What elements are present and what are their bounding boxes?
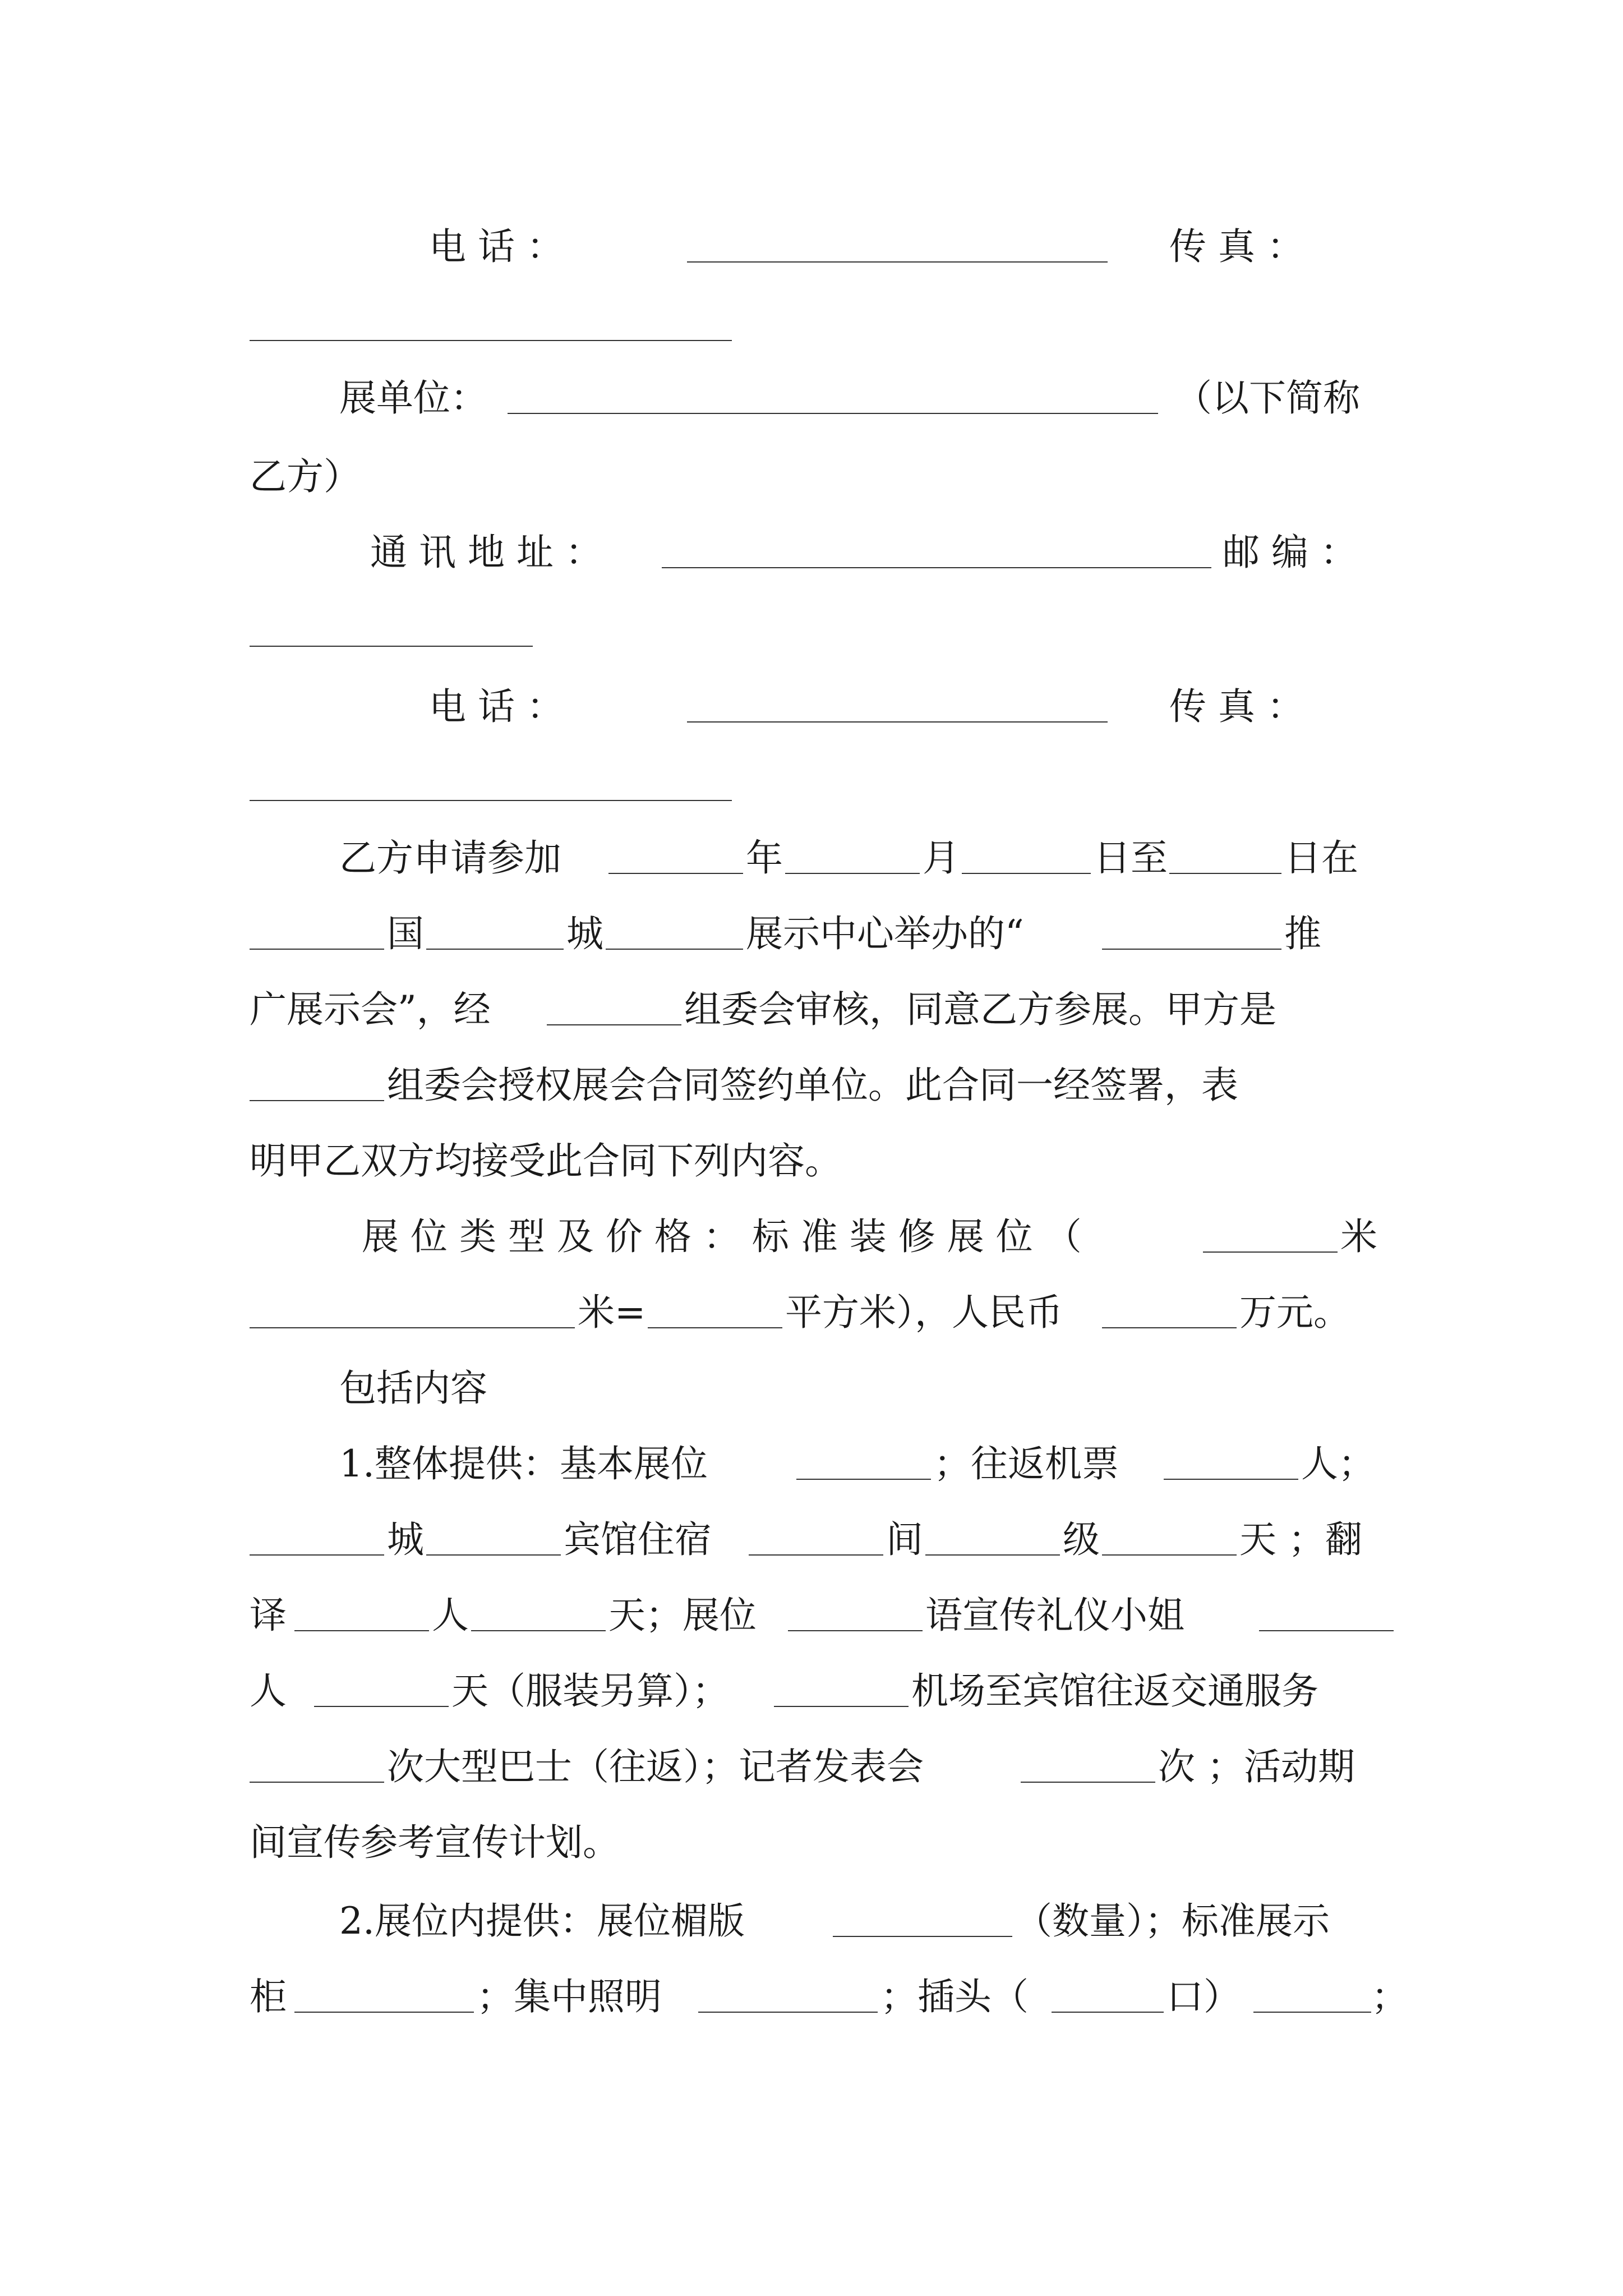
phone-fax-line-1 — [250, 224, 1394, 269]
item1-hotel: 宾馆住宿 — [564, 1518, 712, 1561]
plug-blank — [1253, 2012, 1371, 2013]
hostess-blank — [1259, 1630, 1394, 1631]
fax-label: 传 真 ： — [1169, 225, 1304, 268]
booth-type-text: 展 位 类 型 及 价 格 ： 标 准 装 修 展 位 （ — [362, 1215, 1082, 1258]
includes-line — [250, 1366, 1394, 1411]
p1-day-at: 日在 — [1284, 836, 1358, 880]
month-blank — [785, 873, 920, 874]
event-blank — [1102, 949, 1281, 950]
fax-blank-line-1 — [250, 303, 1394, 348]
fax-label-2: 传 真 ： — [1169, 685, 1304, 728]
booth-meter-eq: 米= — [578, 1291, 646, 1334]
phone-blank-2 — [687, 721, 1108, 723]
item1-person: 人； — [1301, 1442, 1375, 1485]
days-blank — [1102, 1554, 1237, 1556]
booth-price-unit: 万元。 — [1239, 1291, 1350, 1334]
day-blank — [962, 873, 1091, 874]
exhibitor-line — [250, 376, 1394, 421]
booth-area-blank — [648, 1327, 782, 1328]
item1-rooms: 间 — [886, 1518, 923, 1561]
postcode-blank — [250, 646, 533, 647]
item1-translate: 译 — [250, 1594, 287, 1637]
party-b-line — [250, 454, 1394, 499]
day-end-blank — [1169, 873, 1281, 874]
hotel-city-blank — [250, 1554, 384, 1556]
committee-blank — [547, 1024, 681, 1025]
item2-plug-unit: 口） — [1166, 1975, 1241, 2018]
p1-approval: 组委会审核，同意乙方参展。甲方是 — [684, 988, 1276, 1031]
item1-hostess-person: 人 — [250, 1669, 287, 1713]
p1-line-3 — [250, 987, 1394, 1032]
booth-length-blank — [1203, 1251, 1338, 1253]
p1-line-1 — [250, 836, 1394, 881]
address-blank — [662, 567, 1211, 568]
p1-line-5 — [250, 1139, 1394, 1184]
item1-translator: 人 — [432, 1594, 469, 1637]
grade-blank — [925, 1554, 1060, 1556]
item2-line-1 — [250, 1899, 1394, 1944]
p1-authorized: 组委会授权展会合同签约单位。此合同一经签署，表 — [387, 1064, 1238, 1107]
translator-days-blank — [471, 1630, 606, 1631]
ticket-blank — [1164, 1479, 1298, 1480]
item1-ticket: ；往返机票 — [934, 1442, 1119, 1485]
postcode-label: 邮 编 ： — [1223, 531, 1357, 574]
bus-blank — [250, 1782, 384, 1783]
exhibitor-suffix: （以下简称 — [1175, 376, 1360, 420]
item1-city: 城 — [387, 1518, 424, 1561]
p1-text: 乙方申请参加 — [339, 836, 561, 880]
address-line — [250, 530, 1394, 575]
item1-grade: 级 — [1063, 1518, 1100, 1561]
item2-lighting: ；集中照明 — [477, 1975, 662, 2018]
cabinet-blank — [294, 2012, 474, 2013]
phone-fax-line-2 — [250, 684, 1394, 729]
item1-hostess: 语宣传礼仪小姐 — [925, 1594, 1184, 1637]
translator-blank — [294, 1630, 429, 1631]
year-blank — [608, 873, 743, 874]
fax-blank-line-2 — [250, 763, 1394, 808]
hostess-days-blank — [314, 1706, 449, 1707]
booth-area-text: 平方米），人民币 — [785, 1291, 1063, 1334]
booth-line-2 — [250, 1290, 1394, 1335]
item1-days: 天 ；翻 — [1239, 1518, 1362, 1561]
committee-blank-2 — [250, 1100, 384, 1101]
item1-press: 次 ；活动期 — [1158, 1745, 1355, 1788]
hotel-blank — [426, 1554, 561, 1556]
transport-blank — [774, 1706, 909, 1707]
exhibitor-blank — [508, 413, 1158, 414]
item1-line-1 — [250, 1442, 1394, 1487]
item1-transport: 机场至宾馆往返交通服务 — [911, 1669, 1318, 1713]
item1-booth: 天；展位 — [608, 1594, 757, 1637]
item1-clothing: 天（服装另算）； — [451, 1669, 729, 1713]
item1-line-2 — [250, 1517, 1394, 1562]
p1-center: 展示中心举办的“ — [746, 912, 1024, 955]
item1-promotion: 间宣传参考宣传计划。 — [250, 1821, 620, 1864]
item2-plug: ；插头（ — [880, 1975, 1029, 2018]
item1-bus: 次大型巴士（往返）；记者发表会 — [387, 1745, 924, 1788]
p1-line-4 — [250, 1063, 1394, 1108]
item1-line-3 — [250, 1593, 1394, 1638]
lighting-blank — [698, 2012, 878, 2013]
item1-line-6 — [250, 1820, 1394, 1865]
phone-blank — [687, 261, 1108, 263]
item2-cabinet: 柜 — [250, 1975, 287, 2018]
phone-label-2: 电 话 ： — [429, 685, 564, 728]
booth-width-blank — [250, 1327, 575, 1328]
booth-line-1 — [250, 1214, 1394, 1259]
item1-basic: 1.整体提供：基本展位 — [339, 1442, 708, 1485]
includes-label: 包括内容 — [339, 1366, 487, 1410]
party-b-text: 乙方） — [250, 455, 361, 498]
center-blank — [606, 949, 743, 950]
rooms-blank — [749, 1554, 883, 1556]
booth-price-blank — [1102, 1327, 1237, 1328]
p1-accept: 明甲乙双方均接受此合同下列内容。 — [250, 1139, 842, 1182]
p1-month: 月 — [923, 836, 960, 880]
phone-label: 电 话 ： — [429, 225, 564, 268]
p1-country: 国 — [387, 912, 424, 955]
item2-quantity: （数量）；标准展示 — [1015, 1899, 1330, 1943]
fax-blank-2 — [250, 800, 732, 801]
basic-booth-blank — [796, 1479, 931, 1480]
p1-promote: 推 — [1284, 912, 1321, 955]
booth-meter: 米 — [1340, 1215, 1377, 1258]
item1-line-4 — [250, 1669, 1394, 1714]
language-blank — [788, 1630, 923, 1631]
item2-fascia: 2.展位内提供：展位楣版 — [339, 1899, 745, 1943]
press-blank — [1021, 1782, 1155, 1783]
postcode-blank-line — [250, 609, 1394, 654]
fax-blank — [250, 340, 732, 341]
p1-year: 年 — [746, 836, 783, 880]
p1-city: 城 — [566, 912, 603, 955]
city-blank — [426, 949, 564, 950]
exhibitor-label: 展单位： — [339, 376, 487, 420]
p1-expo: 广展示会”，经 — [250, 988, 491, 1031]
item2-line-2 — [250, 1975, 1408, 2019]
plug-type-blank — [1052, 2012, 1164, 2013]
country-blank — [250, 949, 384, 950]
fascia-blank — [833, 1936, 1012, 1937]
item2-end: ； — [1371, 1975, 1408, 2018]
item1-line-5 — [250, 1745, 1394, 1789]
address-label: 通 讯 地 址 ： — [370, 531, 602, 574]
p1-line-2 — [250, 912, 1394, 956]
p1-day-to: 日至 — [1094, 836, 1168, 880]
